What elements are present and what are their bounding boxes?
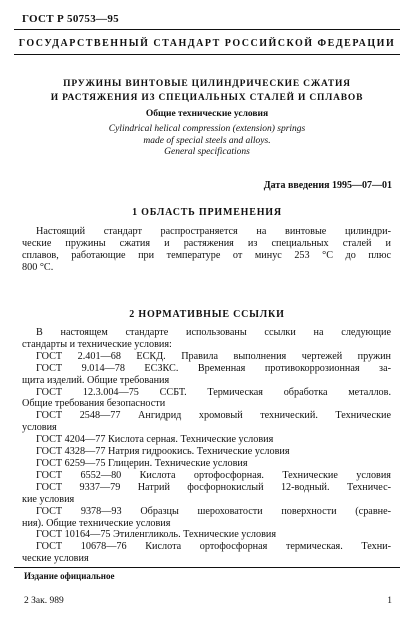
title-en-line1: Cylindrical helical compression (extension) springs [108,124,306,134]
reference-line: ческие условия [22,553,89,565]
reference-line: В настоящем стандарте использованы ссылки на следующие [36,327,391,338]
section1-line: Настоящий стандарт распространяется на винтовые цилиндри- [36,226,391,237]
gost-number: ГОСТ Р 50753—95 [22,13,119,25]
section2-paragraph [22,327,391,565]
section1-line: 800 °С. [22,261,54,273]
reference-line: ГОСТ 4204—77 Кислота серная. Технические условия [36,434,274,446]
section1-line: сплавов, работающие при температуре от минус 253 °С до плюс [22,249,391,261]
footer-rule [14,567,400,568]
reference-line: ГОСТ 2.401—68 ЕСКД. Правила выполнения чертежей пружин [36,350,391,362]
state-standard-line: ГОСУДАРСТВЕННЫЙ СТАНДАРТ РОССИЙСКОЙ ФЕДЕРАЦИИ [18,38,396,49]
reference-line: ГОСТ 9.014—78 ЕСЗКС. Временная противокоррозионная за- [36,362,391,374]
reference-line: ния). Общие технические условия [22,517,171,529]
order-number: 2 Зак. 989 [24,596,64,606]
reference-line: условия [22,422,57,434]
subtitle-ru: Общие технические условия [145,109,269,119]
reference-line: ГОСТ 9378—93 Образцы шероховатости поверхности (сравне- [36,505,391,517]
section1-heading: 1 ОБЛАСТЬ ПРИМЕНЕНИЯ [132,207,282,218]
section1-line: ческие пружины сжатия и растяжения из специальных сталей и [22,237,391,249]
reference-line: стандарты и технические условия: [22,338,172,350]
reference-line: ГОСТ 10164—75 Этиленгликоль. Технические условия [36,529,277,541]
title-ru-line1: ПРУЖИНЫ ВИНТОВЫЕ ЦИЛИНДРИЧЕСКИЕ СЖАТИЯ [63,79,351,89]
header-rule-top [14,29,400,30]
reference-line: Общие требования безопасности [22,398,166,410]
reference-line: щита изделий. Общие требования [22,374,170,386]
page-number: 1 [387,596,392,606]
reference-line: ГОСТ 2548—77 Ангидрид хромовый технический. Технические [36,410,391,422]
title-ru-line2: И РАСТЯЖЕНИЯ ИЗ СПЕЦИАЛЬНЫХ СТАЛЕЙ И СПЛАВОВ [50,93,364,103]
reference-line: ГОСТ 9337—79 Натрий фосфорнокислый 12-водный. Техничес- [36,481,391,493]
title-en-line3: General specifications [164,147,250,157]
reference-line: ГОСТ 6259—75 Глицерин. Технические условия [36,457,248,469]
header-rule-bottom [14,54,400,55]
title-en-line2: made of special steels and alloys. [143,136,271,146]
reference-line: ГОСТ 6552—80 Кислота ортофосфорная. Технические условия [36,469,391,481]
section2-heading: 2 НОРМАТИВНЫЕ ССЫЛКИ [129,309,285,320]
intro-date: Дата введения 1995—07—01 [263,180,392,191]
reference-line: кие условия [22,493,75,505]
edition-note: Издание официальное [24,571,115,581]
reference-line: ГОСТ 12.3.004—75 ССБТ. Термическая обработка металлов. [36,386,391,398]
reference-line: ГОСТ 4328—77 Натрия гидроокись. Технические условия [36,446,290,458]
reference-line: ГОСТ 10678—76 Кислота ортофосфорная термическая. Техни- [36,541,391,553]
section1-paragraph [22,226,391,274]
